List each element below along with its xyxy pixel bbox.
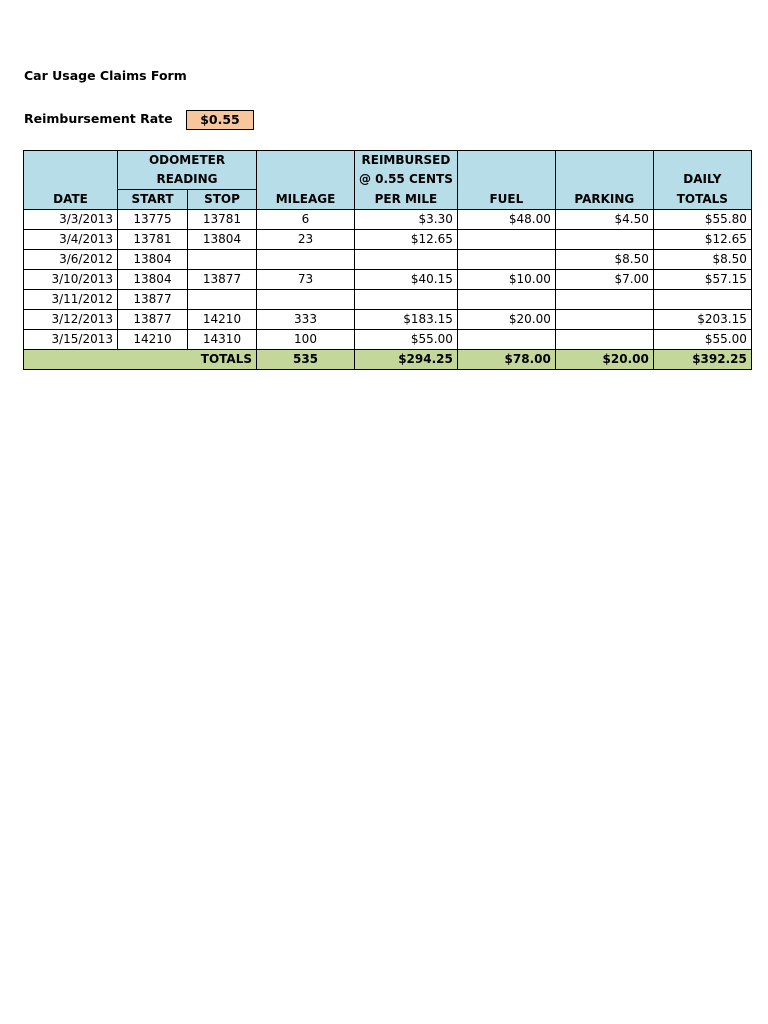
cell-daily-total[interactable]: $12.65 — [653, 230, 751, 250]
cell-mileage[interactable] — [257, 250, 355, 270]
header-reimbursed-line2: @ 0.55 CENTS — [355, 170, 458, 190]
cell-stop[interactable]: 13804 — [188, 230, 257, 250]
header-row-2 — [24, 170, 752, 190]
cell-start[interactable]: 13877 — [118, 310, 188, 330]
cell-daily-total[interactable]: $8.50 — [653, 250, 751, 270]
totals-parking[interactable]: $20.00 — [555, 350, 653, 370]
totals-mileage[interactable]: 535 — [257, 350, 355, 370]
cell-date[interactable]: 3/6/2012 — [24, 250, 118, 270]
claims-table — [23, 150, 752, 370]
cell-parking[interactable]: $4.50 — [555, 210, 653, 230]
table-row — [24, 330, 752, 350]
header-cell-date-mid — [24, 170, 118, 190]
header-daily-line2: TOTALS — [653, 190, 751, 210]
cell-fuel[interactable] — [457, 330, 555, 350]
cell-reimbursed[interactable]: $12.65 — [355, 230, 458, 250]
cell-reimbursed[interactable]: $40.15 — [355, 270, 458, 290]
cell-date[interactable]: 3/10/2013 — [24, 270, 118, 290]
header-daily-line1: DAILY — [653, 170, 751, 190]
cell-reimbursed[interactable] — [355, 250, 458, 270]
cell-stop[interactable]: 14210 — [188, 310, 257, 330]
cell-start[interactable]: 14210 — [118, 330, 188, 350]
cell-parking[interactable] — [555, 330, 653, 350]
cell-mileage[interactable]: 6 — [257, 210, 355, 230]
form-title: Car Usage Claims Form — [24, 68, 187, 83]
table-row — [24, 270, 752, 290]
reimbursement-rate-value[interactable]: $0.55 — [186, 110, 254, 130]
header-date: DATE — [24, 190, 118, 210]
cell-start[interactable]: 13804 — [118, 270, 188, 290]
cell-start[interactable]: 13781 — [118, 230, 188, 250]
cell-start[interactable]: 13775 — [118, 210, 188, 230]
totals-daily[interactable]: $392.25 — [653, 350, 751, 370]
cell-fuel[interactable] — [457, 250, 555, 270]
header-cell-parking-top — [555, 151, 653, 171]
table-row — [24, 250, 752, 270]
table-row — [24, 210, 752, 230]
reimbursement-rate-label: Reimbursement Rate — [24, 111, 173, 126]
header-stop: STOP — [188, 190, 257, 210]
cell-daily-total[interactable]: $57.15 — [653, 270, 751, 290]
cell-reimbursed[interactable]: $3.30 — [355, 210, 458, 230]
header-cell-mileage-top — [257, 151, 355, 171]
cell-reimbursed[interactable] — [355, 290, 458, 310]
cell-stop[interactable]: 13781 — [188, 210, 257, 230]
cell-stop[interactable] — [188, 250, 257, 270]
cell-reimbursed[interactable]: $183.15 — [355, 310, 458, 330]
header-row-1 — [24, 151, 752, 171]
cell-daily-total[interactable]: $203.15 — [653, 310, 751, 330]
cell-daily-total[interactable] — [653, 290, 751, 310]
cell-reimbursed[interactable]: $55.00 — [355, 330, 458, 350]
header-fuel: FUEL — [457, 190, 555, 210]
cell-fuel[interactable] — [457, 230, 555, 250]
cell-daily-total[interactable]: $55.80 — [653, 210, 751, 230]
totals-row — [24, 350, 752, 370]
cell-start[interactable]: 13877 — [118, 290, 188, 310]
table-row — [24, 310, 752, 330]
header-mileage: MILEAGE — [257, 190, 355, 210]
header-row-3 — [24, 190, 752, 210]
cell-mileage[interactable] — [257, 290, 355, 310]
cell-date[interactable]: 3/4/2013 — [24, 230, 118, 250]
header-start: START — [118, 190, 188, 210]
cell-date[interactable]: 3/12/2013 — [24, 310, 118, 330]
header-reading: READING — [118, 170, 257, 190]
cell-stop[interactable]: 13877 — [188, 270, 257, 290]
header-cell-fuel-top — [457, 151, 555, 171]
header-cell-mileage-mid — [257, 170, 355, 190]
cell-date[interactable]: 3/15/2013 — [24, 330, 118, 350]
table-row — [24, 230, 752, 250]
header-reimbursed-line1: REIMBURSED — [355, 151, 458, 171]
cell-parking[interactable] — [555, 310, 653, 330]
cell-fuel[interactable] — [457, 290, 555, 310]
cell-mileage[interactable]: 23 — [257, 230, 355, 250]
cell-stop[interactable] — [188, 290, 257, 310]
header-parking: PARKING — [555, 190, 653, 210]
cell-mileage[interactable]: 333 — [257, 310, 355, 330]
cell-fuel[interactable]: $20.00 — [457, 310, 555, 330]
header-cell-parking-mid — [555, 170, 653, 190]
header-cell-daily-top — [653, 151, 751, 171]
totals-reimbursed[interactable]: $294.25 — [355, 350, 458, 370]
table-row — [24, 290, 752, 310]
cell-parking[interactable]: $7.00 — [555, 270, 653, 290]
cell-mileage[interactable]: 73 — [257, 270, 355, 290]
cell-parking[interactable] — [555, 290, 653, 310]
header-reimbursed-line3: PER MILE — [355, 190, 458, 210]
cell-daily-total[interactable]: $55.00 — [653, 330, 751, 350]
cell-fuel[interactable]: $10.00 — [457, 270, 555, 290]
cell-date[interactable]: 3/11/2012 — [24, 290, 118, 310]
cell-mileage[interactable]: 100 — [257, 330, 355, 350]
header-cell-date-top — [24, 151, 118, 171]
cell-start[interactable]: 13804 — [118, 250, 188, 270]
cell-parking[interactable]: $8.50 — [555, 250, 653, 270]
cell-parking[interactable] — [555, 230, 653, 250]
cell-fuel[interactable]: $48.00 — [457, 210, 555, 230]
totals-label: TOTALS — [24, 350, 257, 370]
cell-stop[interactable]: 14310 — [188, 330, 257, 350]
header-cell-fuel-mid — [457, 170, 555, 190]
totals-fuel[interactable]: $78.00 — [457, 350, 555, 370]
header-odometer: ODOMETER — [118, 151, 257, 171]
cell-date[interactable]: 3/3/2013 — [24, 210, 118, 230]
